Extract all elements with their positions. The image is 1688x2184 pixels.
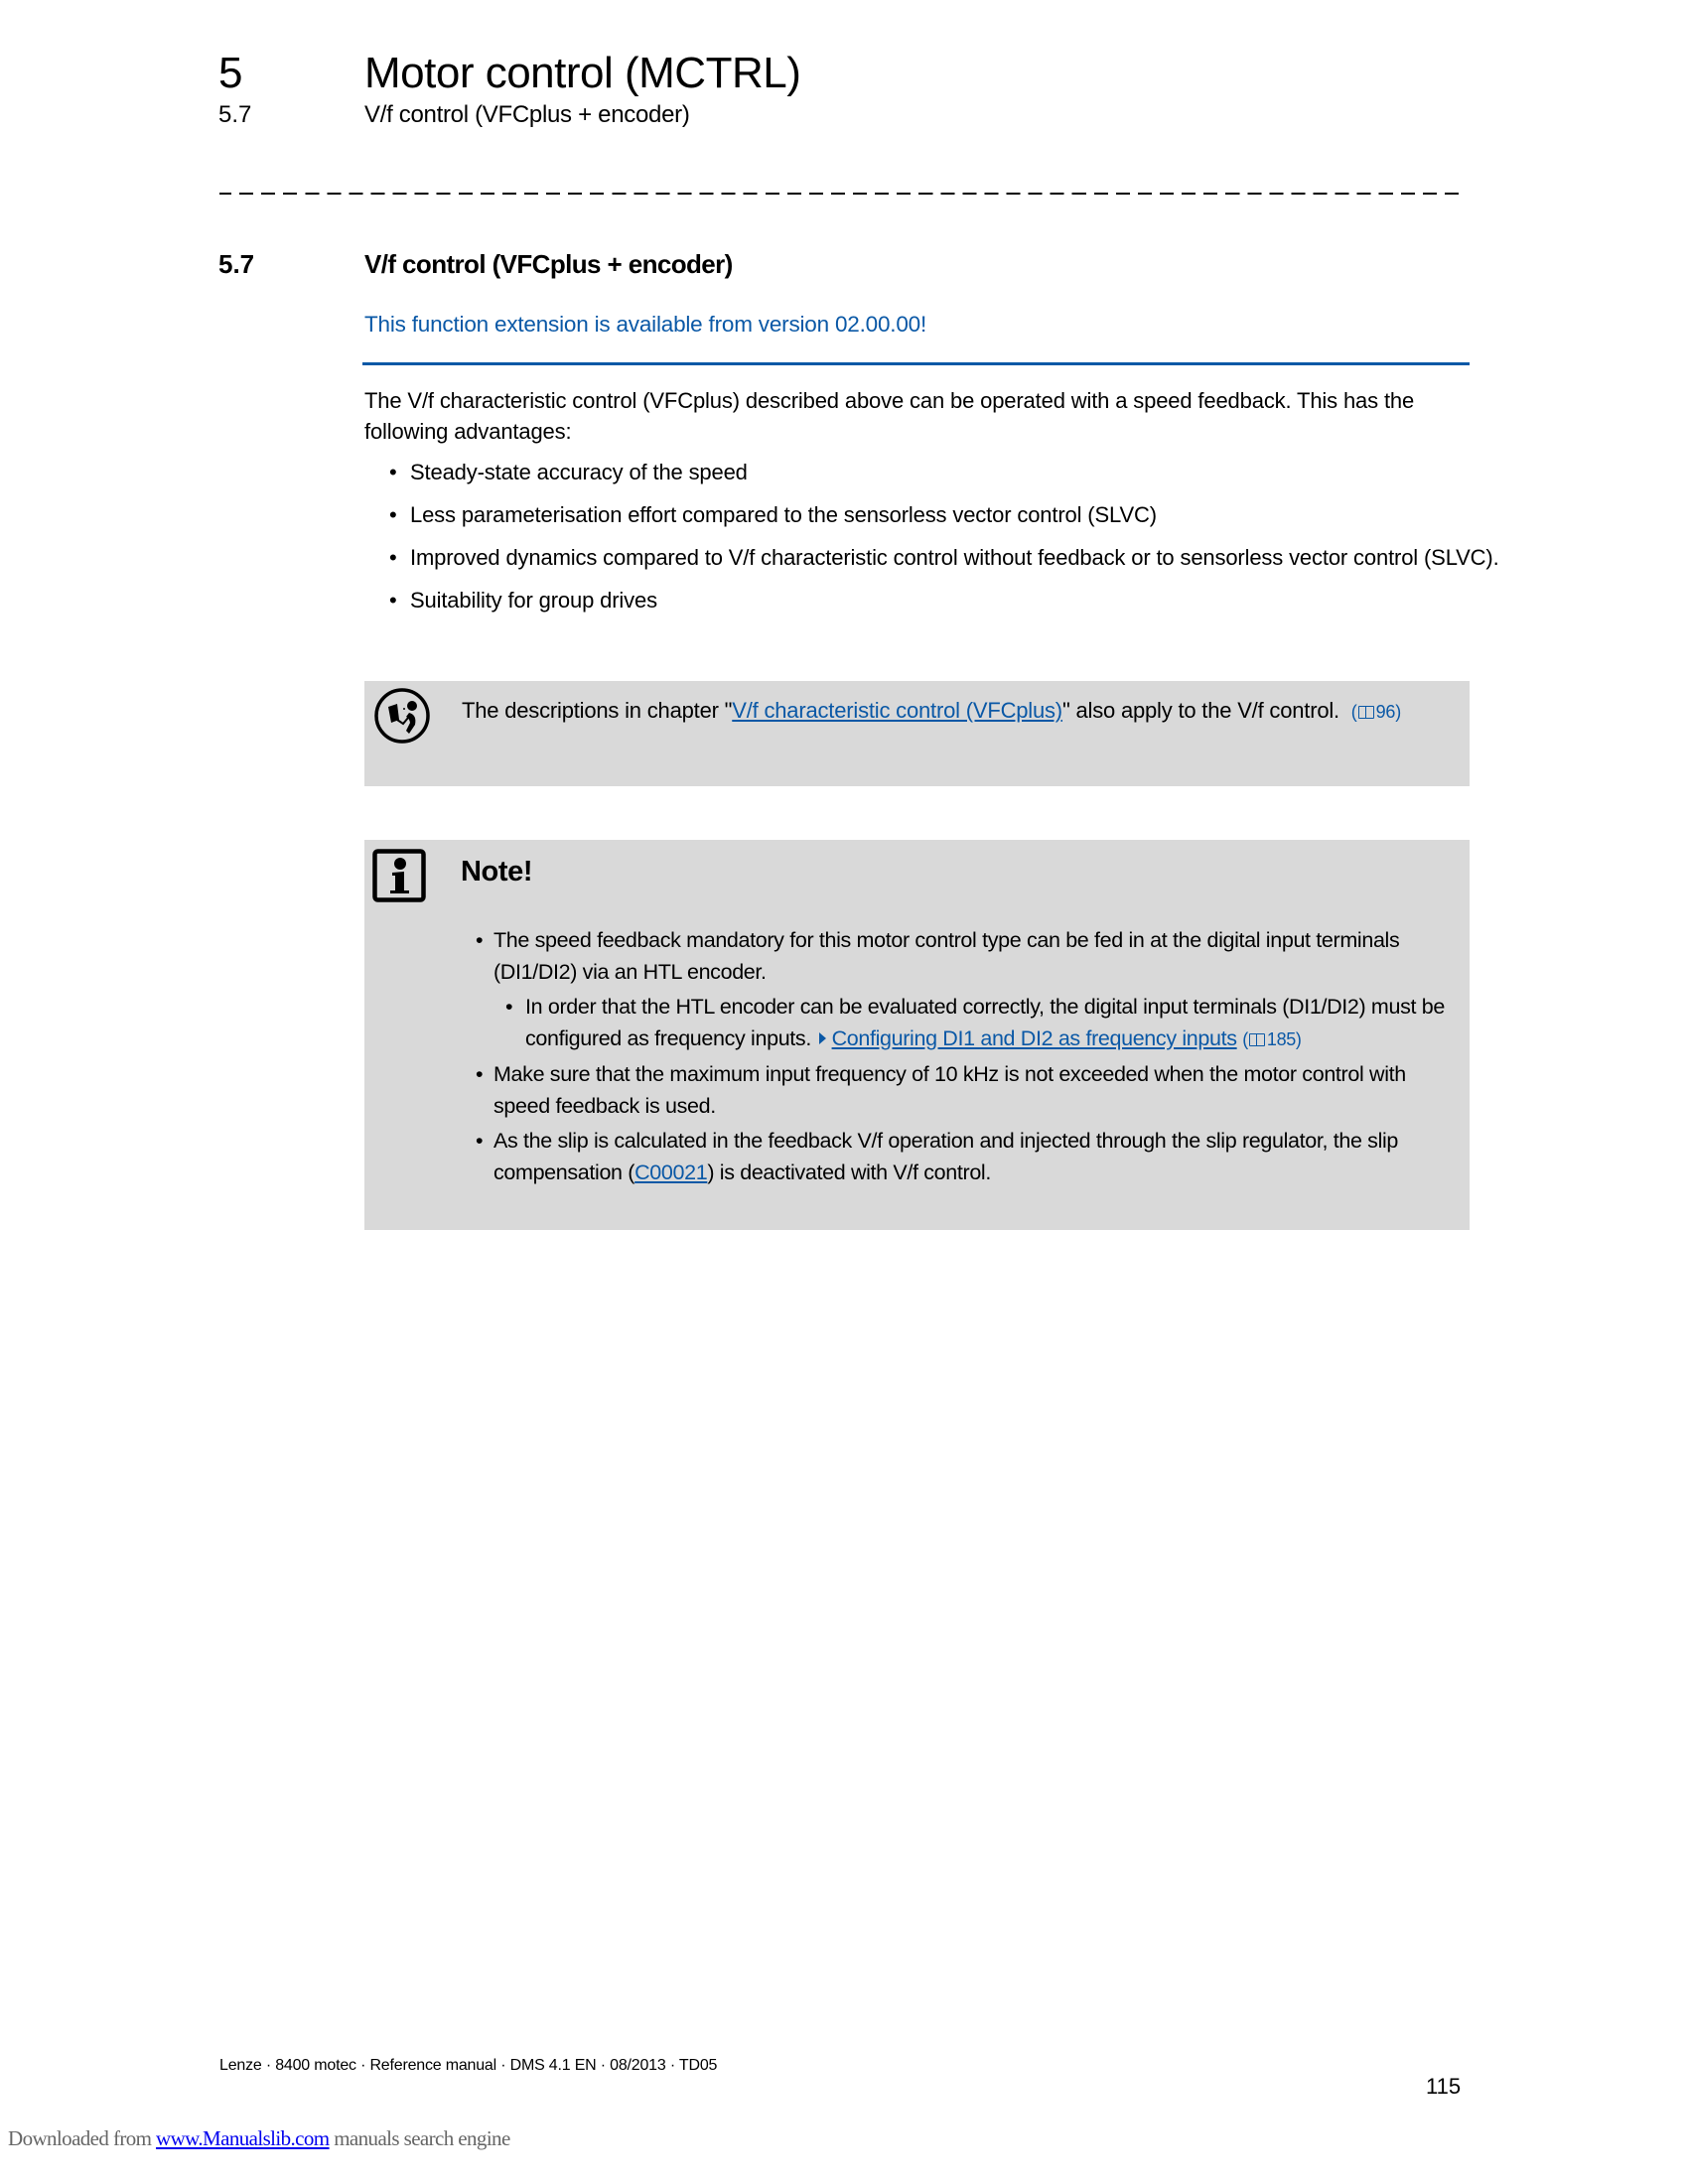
note-text: Make sure that the maximum input frequency of 10 kHz is not exceeded when the motor control with speed feedback is used.: [493, 1062, 1406, 1118]
note-text: As the slip is calculated in the feedback V/f operation and injected through the slip regulator, the slip compensation (: [493, 1129, 1399, 1184]
paren: ): [1395, 702, 1402, 722]
bullet: •: [389, 502, 397, 527]
book-icon: [1249, 1033, 1265, 1046]
page-reference[interactable]: [1242, 1029, 1301, 1049]
arrow-right-icon: [819, 1032, 826, 1044]
advantage-text: Improved dynamics compared to V/f characteristic control without feedback or to sensorless vector control (SLVC).: [410, 545, 1499, 570]
dashed-divider: [219, 193, 1464, 195]
bullet: •: [389, 588, 397, 613]
cross-reference-text: [462, 694, 1455, 729]
blue-divider: [362, 362, 1470, 365]
list-item: [364, 542, 1499, 573]
footer-document-info: Lenze · 8400 motec · Reference manual · DMS 4.1 EN · 08/2013 · TD05: [219, 2057, 718, 2074]
reference-reader-icon: [373, 687, 431, 745]
list-item: [476, 1126, 1459, 1188]
page-number-ref: 96: [1375, 702, 1396, 722]
configuring-di-link[interactable]: Configuring DI1 and DI2 as frequency inputs: [831, 1025, 1237, 1050]
list-item: [505, 992, 1459, 1055]
note-title: Note!: [461, 856, 533, 887]
download-banner: [8, 2125, 510, 2151]
list-item: [364, 499, 1472, 530]
section-heading: V/f control (VFCplus + encoder): [364, 249, 733, 279]
note-box: [364, 840, 1470, 1230]
note-text: ) is deactivated with V/f control.: [707, 1160, 991, 1184]
note-list: [476, 925, 1459, 1192]
running-section-number: 5.7: [218, 101, 252, 128]
availability-note: This function extension is available from version 02.00.00!: [364, 312, 927, 337]
chapter-title: Motor control (MCTRL): [364, 49, 801, 97]
paren: (: [1242, 1028, 1248, 1049]
note-text: In order that the HTL encoder can be evaluated correctly, the digital input terminals (DI1/DI2) must be configured as frequency inputs.: [525, 995, 1445, 1050]
text: The descriptions in chapter ": [462, 698, 733, 723]
list-item: [364, 457, 1472, 487]
paren: ): [1295, 1028, 1302, 1049]
book-icon: [1358, 706, 1374, 719]
bullet: •: [505, 995, 513, 1019]
advantage-text: Less parameterisation effort compared to the sensorless vector control (SLVC): [410, 502, 1157, 527]
page-reference[interactable]: [1351, 702, 1401, 722]
parameter-link[interactable]: C00021: [634, 1160, 708, 1184]
advantages-list: [364, 457, 1499, 627]
text: " also apply to the V/f control.: [1061, 698, 1339, 723]
running-section-title: V/f control (VFCplus + encoder): [364, 101, 690, 128]
advantage-text: Suitability for group drives: [410, 588, 657, 613]
cross-reference-box: [364, 681, 1470, 786]
page-number-ref: 185: [1266, 1028, 1296, 1049]
chapter-number: 5: [218, 49, 243, 97]
list-item: [476, 1059, 1459, 1122]
banner-prefix: Downloaded from: [8, 2126, 152, 2150]
bullet: •: [476, 928, 484, 952]
paren: (: [1350, 702, 1357, 722]
list-item: [364, 585, 1472, 615]
bullet: •: [389, 460, 397, 484]
chapter-link[interactable]: V/f characteristic control (VFCplus): [732, 698, 1062, 723]
note-text: The speed feedback mandatory for this motor control type can be fed in at the digital input terminals (DI1/DI2) via an HTL encoder.: [493, 928, 1400, 984]
section-number: 5.7: [218, 249, 255, 279]
advantage-text: Steady-state accuracy of the speed: [410, 460, 748, 484]
info-icon: [372, 849, 426, 902]
bullet: •: [476, 1129, 484, 1153]
banner-suffix: manuals search engine: [334, 2126, 510, 2150]
page-number: 115: [1426, 2074, 1462, 2099]
manualslib-link[interactable]: www.Manualslib.com: [156, 2126, 330, 2150]
bullet: •: [389, 545, 397, 570]
list-item: [476, 925, 1459, 1055]
bullet: •: [476, 1062, 484, 1086]
intro-paragraph: The V/f characteristic control (VFCplus) described above can be operated with a speed feedback. This has the following advantages:: [364, 388, 1415, 444]
note-sublist: [493, 992, 1459, 1055]
